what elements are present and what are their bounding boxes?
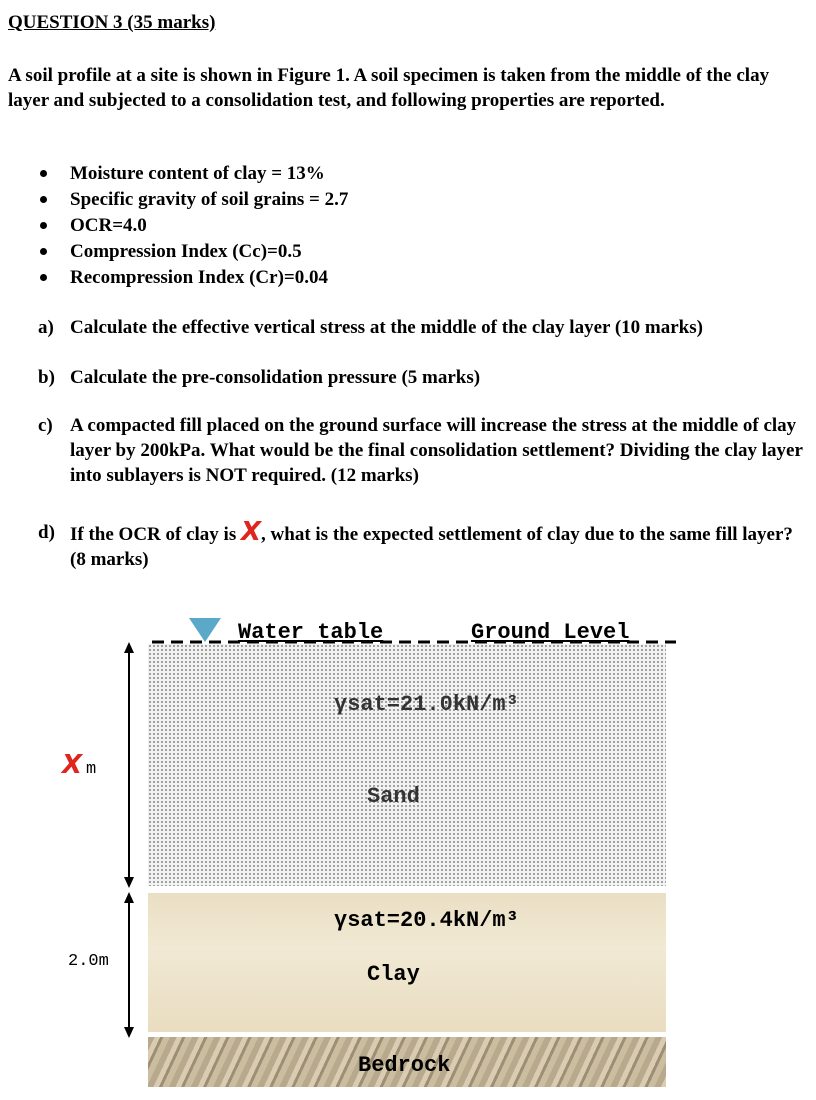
arrow-down-icon [124, 1027, 134, 1038]
list-item: Compression Index (Cc)=0.5 [0, 239, 348, 265]
question-b [38, 365, 808, 390]
question-text-after: , what is the expected settlement of clay due to the same fill layer? (8 marks) [70, 524, 793, 570]
question-label: b) [38, 367, 55, 388]
question-d [38, 517, 808, 572]
question-text [70, 517, 808, 572]
list-item: Moisture content of clay = 13% [0, 161, 348, 187]
question-a [38, 315, 808, 340]
clay-label: Clay [367, 962, 420, 987]
list-item: Specific gravity of soil grains = 2.7 [0, 187, 348, 213]
arrow-up-icon [124, 642, 134, 653]
question-text: A compacted fill placed on the ground surface will increase the stress at the middle of clay layer by 200kPa. What would be the final consolidation settlement? Dividing the clay layer into sublayers is NOT required. (12 marks) [70, 415, 803, 486]
question-text-before: If the OCR of clay is [70, 524, 241, 545]
question-label: a) [38, 317, 54, 338]
question-c [38, 413, 808, 488]
question-text: Calculate the effective vertical stress at the middle of the clay layer (10 marks) [70, 317, 703, 338]
arrow-up-icon [124, 892, 134, 903]
sand-unit-weight: γsat=21.0kN/m³ [334, 692, 519, 717]
clay-unit-weight: γsat=20.4kN/m³ [334, 908, 519, 933]
soil-profile-figure [0, 600, 816, 1100]
list-item: Recompression Index (Cr)=0.04 [0, 265, 348, 291]
sand-thickness [62, 750, 96, 780]
sand-thickness-unit: m [86, 760, 97, 779]
sand-layer [148, 644, 666, 886]
question-text: Calculate the pre-consolidation pressure (5 marks) [70, 367, 481, 388]
ground-level-label: Ground Level [471, 620, 630, 645]
question-title: QUESTION 3 (35 marks) [8, 12, 216, 33]
sand-label: Sand [367, 784, 420, 809]
bedrock-label: Bedrock [358, 1053, 451, 1078]
water-table-icon [189, 618, 221, 642]
list-item: OCR=4.0 [0, 213, 348, 239]
water-table-label: Water table [238, 620, 384, 645]
properties-list [0, 161, 348, 291]
question-label: d) [38, 522, 55, 543]
intro-paragraph: A soil profile at a site is shown in Figure 1. A soil specimen is taken from the middle of the clay layer and subjected to a consolidation test, and following properties are reported. [8, 65, 770, 111]
clay-thickness: 2.0m [68, 952, 109, 971]
sand-thickness-variable: X [62, 750, 83, 780]
arrow-down-icon [124, 877, 134, 888]
variable-x: X [240, 517, 262, 547]
question-label: c) [38, 415, 53, 436]
